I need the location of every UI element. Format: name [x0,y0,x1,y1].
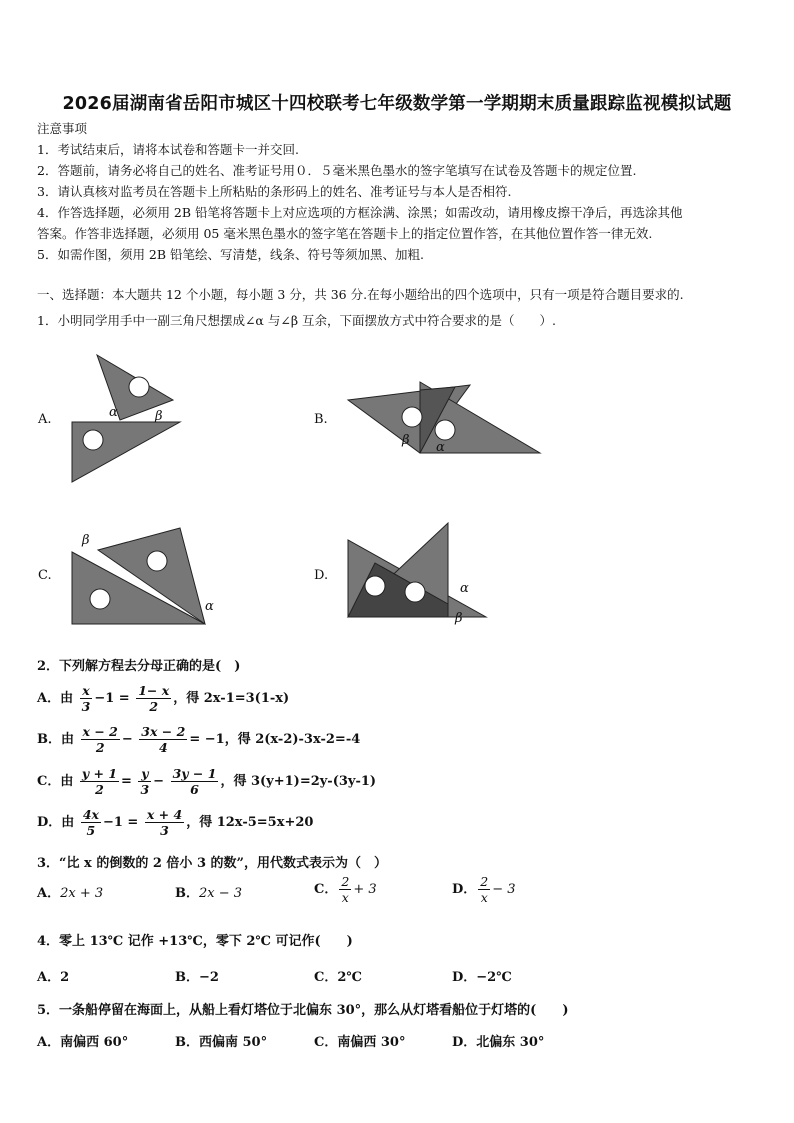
q4-option-c: C．2℃ [314,970,362,985]
beta-label: β [402,433,410,448]
q2-option-a: A．由 $\frac{x}{3}$ −1 = $\frac{1- x}{2}$ ，得 2x-1=3(1-x) [37,683,290,714]
q5-option-b: B．西偏南 50° [175,1035,268,1050]
fraction: $\frac{x}{3}$ [81,683,91,714]
q1-option-b-label: B. [314,412,328,427]
fraction: $\frac{x + 4}{3}$ [146,807,183,838]
q3-option-a: A．2x + 3 [37,886,104,901]
question-1-stem: 1．小明同学用手中一副三角尺想摆成∠α 与∠β 互余，下面摆放方式中符合要求的是（ ）. [37,313,556,328]
question-5-stem: 5．一条船停留在海面上，从船上看灯塔位于北偏东 30°，那么从灯塔看船位于灯塔的( ) [37,1003,569,1018]
q3-option-d: D． $\frac{2}{x}$ − 3 [452,874,516,905]
question-4-stem: 4．零上 13℃ 记作 +13℃，零下 2℃ 可记作( ) [37,934,353,949]
q1-option-d-label: D. [314,568,329,583]
q5-option-c: C．南偏西 30° [314,1035,406,1050]
page-title: 2026届湖南省岳阳市城区十四校联考七年级数学第一学期期末质量跟踪监视模拟试题 [62,94,732,114]
note-item: 2．答题前，请务必将自己的姓名、准考证号用０．５毫米黑色墨水的签字笔填写在试卷及答题卡的规定位置. [37,163,637,178]
question-2-stem: 2．下列解方程去分母正确的是( ) [37,659,241,674]
note-item: 4．作答选择题，必须用 2B 铅笔将答题卡上对应选项的方框涂满、涂黑；如需改动，请用橡皮擦干净后，再选涂其他 [37,205,683,220]
q4-option-b: B．−2 [175,970,219,985]
alpha-label: α [109,405,118,420]
q1-figures [0,340,794,640]
q1-figure-b [348,382,540,455]
q3-option-b: B．2x − 3 [175,886,243,901]
q2-option-c: C．由 $\frac{y + 1}{2}$ = $\frac{y}{3}$ − $\frac{3y - 1}{6}$ ，得 3(y+1)=2y-(3y-1) [37,766,377,797]
q1-option-c-label: C. [38,568,52,583]
fraction: $\frac{1- x}{2}$ [138,683,170,714]
q5-option-a: A．南偏西 60° [37,1035,129,1050]
alpha-label: α [436,440,445,455]
fraction: $\frac{4x}{5}$ [82,807,99,838]
section-heading: 一、选择题：本大题共 12 个小题，每小题 3 分，共 36 分.在每小题给出的四个选项中，只有一项是符合题目要求的. [37,287,684,302]
q2-option-b: B．由 $\frac{x - 2}{2}$ − $\frac{3x - 2}{4}$ = −1，得 2(x-2)-3x-2=-4 [37,724,361,755]
note-item: 3．请认真核对监考员在答题卡上所粘贴的条形码上的姓名、准考证号与本人是否相符. [37,184,512,199]
q1-figure-a [72,355,180,482]
beta-label: β [455,611,463,626]
q1-option-a-label: A. [38,412,52,427]
q1-figure-c [72,528,214,624]
q1-figure-d [348,523,486,626]
alpha-label: α [205,599,214,614]
q4-option-a: A．2 [37,970,70,985]
fraction: $\frac{y}{3}$ [140,766,150,797]
q2-option-d: D．由 $\frac{4x}{5}$ −1 = $\frac{x + 4}{3}$ ，得 12x-5=5x+20 [37,807,314,838]
beta-label: β [155,409,163,424]
fraction: $\frac{3y - 1}{6}$ [172,766,217,797]
question-3-stem: 3．“比 x 的倒数的 2 倍小 3 的数”，用代数式表示为（ ） [37,856,387,871]
q5-option-d: D．北偏东 30° [452,1035,545,1050]
q3-option-c: C． $\frac{2}{x}$ + 3 [314,874,377,905]
q4-option-d: D．−2℃ [452,970,512,985]
notes-heading: 注意事项 [37,121,88,136]
note-item: 5．如需作图，须用 2B 铅笔绘、写清楚，线条、符号等须加黑、加粗. [37,247,425,262]
beta-label: β [82,533,90,548]
note-item: 1．考试结束后，请将本试卷和答题卡一并交回. [37,142,299,157]
alpha-label: α [460,581,469,596]
note-item: 答案。作答非选择题，必须用 05 毫米黑色墨水的签字笔在答题卡上的指定位置作答，在其他位置作答一律无效. [37,226,653,241]
fraction: $\frac{3x - 2}{4}$ [141,724,186,755]
fraction: $\frac{x - 2}{2}$ [82,724,118,755]
fraction: $\frac{y + 1}{2}$ [81,766,118,797]
